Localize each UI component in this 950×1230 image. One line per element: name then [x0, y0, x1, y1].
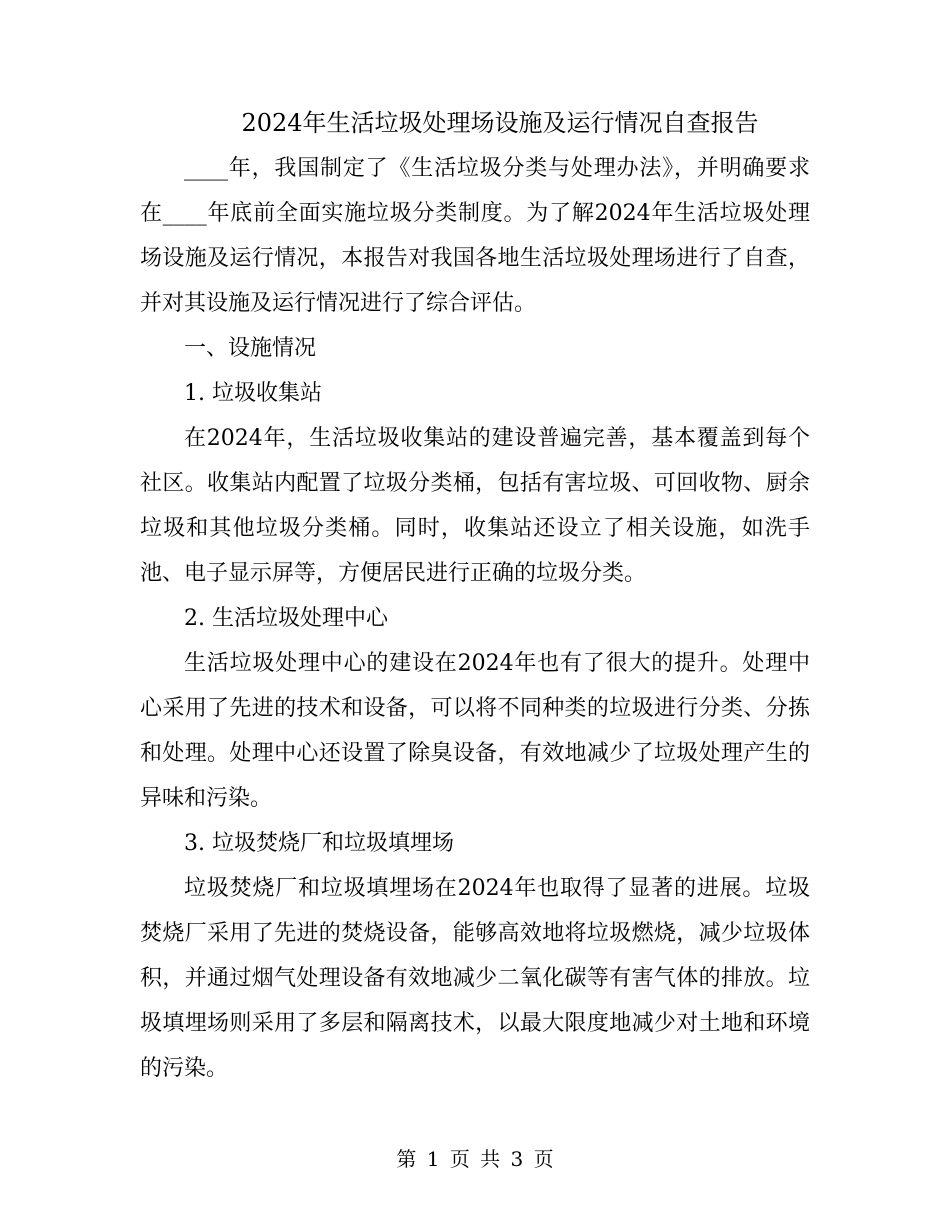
intro-paragraph: ____年，我国制定了《生活垃圾分类与处理办法》，并明确要求在____年底前全面实施垃圾分类制度。为了解2024年生活垃圾处理场设施及运行情况，本报告对我国各地生活垃圾处理场进行了自查，并对其设施及运行情况进行了综合评估。	[140, 156, 810, 316]
paragraph-incineration-landfill: 垃圾焚烧厂和垃圾填埋场在2024年也取得了显著的进展。垃圾焚烧厂采用了先进的焚烧设备，能够高效地将垃圾燃烧，减少垃圾体积，并通过烟气处理设备有效地减少二氧化碳等有害气体的排放。垃圾填埋场则采用了多层和隔离技术，以最大限度地减少对土地和环境的污染。	[140, 876, 810, 1081]
section-heading-facilities: 一、设施情况	[184, 336, 317, 361]
subheading-incineration-landfill: 3. 垃圾焚烧厂和垃圾填埋场	[184, 831, 454, 856]
subheading-processing-center: 2. 生活垃圾处理中心	[184, 606, 388, 631]
subheading-collection-station: 1. 垃圾收集站	[184, 381, 322, 406]
page-number-footer: 第 1 页 共 3 页	[396, 1147, 554, 1171]
paragraph-processing-center: 生活垃圾处理中心的建设在2024年也有了很大的提升。处理中心采用了先进的技术和设备，可以将不同种类的垃圾进行分类、分拣和处理。处理中心还设置了除臭设备，有效地减少了垃圾处理产生的异味和污染。	[140, 651, 810, 811]
document-body	[140, 146, 810, 1091]
paragraph-collection-station: 在2024年，生活垃圾收集站的建设普遍完善，基本覆盖到每个社区。收集站内配置了垃圾分类桶，包括有害垃圾、可回收物、厨余垃圾和其他垃圾分类桶。同时，收集站还设立了相关设施，如洗手池、电子显示屏等，方便居民进行正确的垃圾分类。	[140, 426, 810, 586]
document-title: 2024年生活垃圾处理场设施及运行情况自查报告	[241, 109, 759, 137]
